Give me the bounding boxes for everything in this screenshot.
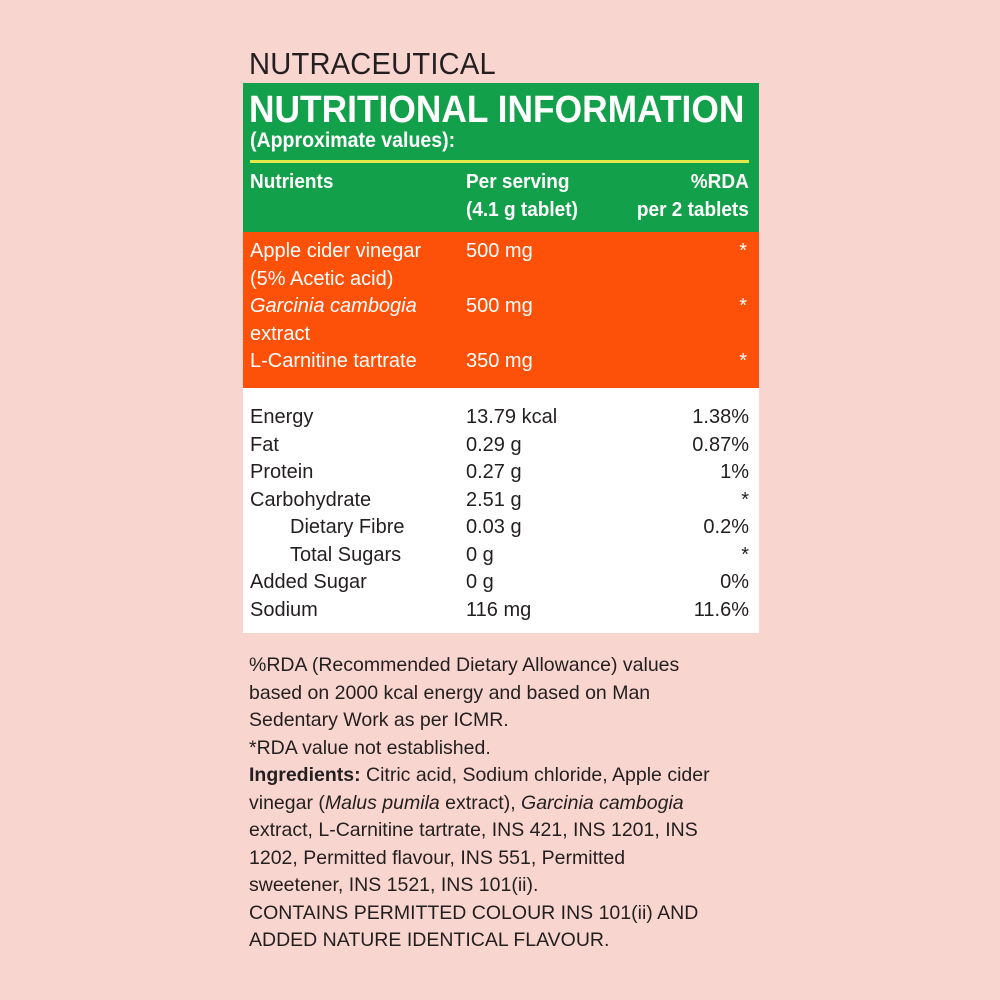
active-name: L-Carnitine tartrate (250, 350, 417, 372)
panel-title: NUTRITIONAL INFORMATION (249, 89, 745, 131)
per-serving-line2: (4.1 g tablet) (466, 199, 578, 221)
nutrient-value: 0.29 g (466, 433, 522, 456)
nutrient-rda: * (741, 543, 749, 566)
nutrient-value: 0.03 g (466, 516, 522, 538)
column-header-per-serving (466, 168, 578, 224)
ingredients-line: 1202, Permitted flavour, INS 551, Permitted (249, 846, 626, 869)
rda-not-established: *RDA value not established. (249, 736, 491, 759)
rda-line2: per 2 tablets (637, 199, 749, 221)
contains-line: CONTAINS PERMITTED COLOUR INS 101(ii) AND (249, 901, 699, 924)
ingredients-line (249, 762, 769, 790)
nutrition-header-panel (243, 83, 759, 232)
ingredients-line: extract, L-Carnitine tartrate, INS 421, INS 1201, INS (249, 819, 698, 841)
ingredients-text: vinegar ( (249, 791, 325, 814)
nutrient-value: 116 mg (466, 598, 532, 621)
nutrient-name: Energy (250, 406, 314, 428)
nutrient-rda: 0.2% (703, 516, 749, 538)
actives-panel (243, 232, 759, 388)
active-name (250, 237, 421, 293)
nutrient-name: Fat (250, 433, 279, 456)
active-value: 500 mg (466, 295, 533, 317)
nutrient-rda: 0% (720, 571, 749, 593)
active-name-line2: (5% Acetic acid) (250, 268, 394, 290)
nutrient-value: 2.51 g (466, 488, 522, 511)
active-name (250, 292, 417, 348)
active-name-line1: Garcinia cambogia (250, 295, 417, 317)
nutrient-name: Dietary Fibre (290, 516, 405, 538)
rda-note-line: %RDA (Recommended Dietary Allowance) values (249, 654, 680, 676)
active-rda: * (739, 295, 747, 317)
nutrient-value: 0 g (466, 543, 494, 566)
rda-note-line: Sedentary Work as per ICMR. (249, 709, 509, 731)
active-rda: * (739, 240, 747, 262)
nutrient-name: Protein (250, 461, 314, 483)
ingredients-text: Citric acid, Sodium chloride, Apple cider (360, 764, 710, 786)
rda-note-line: based on 2000 kcal energy and based on Man (249, 681, 651, 704)
category-label: NUTRACEUTICAL (249, 46, 496, 81)
active-name-line1: Apple cider vinegar (250, 240, 422, 262)
nutrient-rda: 0.87% (692, 433, 749, 456)
nutrient-name: Sodium (250, 598, 318, 621)
active-value: 350 mg (466, 350, 533, 372)
active-value: 500 mg (466, 240, 533, 262)
label-notes (249, 652, 769, 955)
active-name-line2: extract (250, 323, 311, 345)
nutrient-value: 0 g (466, 571, 494, 593)
header-divider (250, 160, 749, 163)
nutrient-rda: 1% (720, 461, 749, 483)
nutrient-name: Added Sugar (250, 571, 367, 593)
contains-line: ADDED NATURE IDENTICAL FLAVOUR. (249, 929, 610, 951)
column-header-nutrients: Nutrients (250, 171, 334, 193)
nutrient-rda: 11.6% (693, 598, 749, 621)
per-serving-line1: Per serving (466, 171, 570, 193)
active-rda: * (739, 350, 747, 372)
nutrient-name: Total Sugars (290, 543, 402, 566)
ingredients-line: sweetener, INS 1521, INS 101(ii). (249, 874, 539, 896)
nutrient-value: 13.79 kcal (466, 406, 558, 428)
ingredients-line (249, 790, 769, 818)
nutrient-name: Carbohydrate (250, 488, 372, 511)
panel-subtitle: (Approximate values): (250, 129, 456, 152)
nutrients-table (243, 388, 759, 633)
column-header-rda (637, 168, 749, 224)
ingredients-label: Ingredients: (249, 764, 361, 786)
nutrient-rda: 1.38% (692, 406, 749, 428)
ingredients-text: extract), (439, 791, 522, 814)
rda-line1: %RDA (690, 171, 749, 193)
ingredients-italic: Garcinia cambogia (521, 791, 684, 814)
nutrient-value: 0.27 g (466, 461, 522, 483)
ingredients-italic: Malus pumila (324, 791, 440, 814)
nutrient-rda: * (741, 488, 749, 511)
